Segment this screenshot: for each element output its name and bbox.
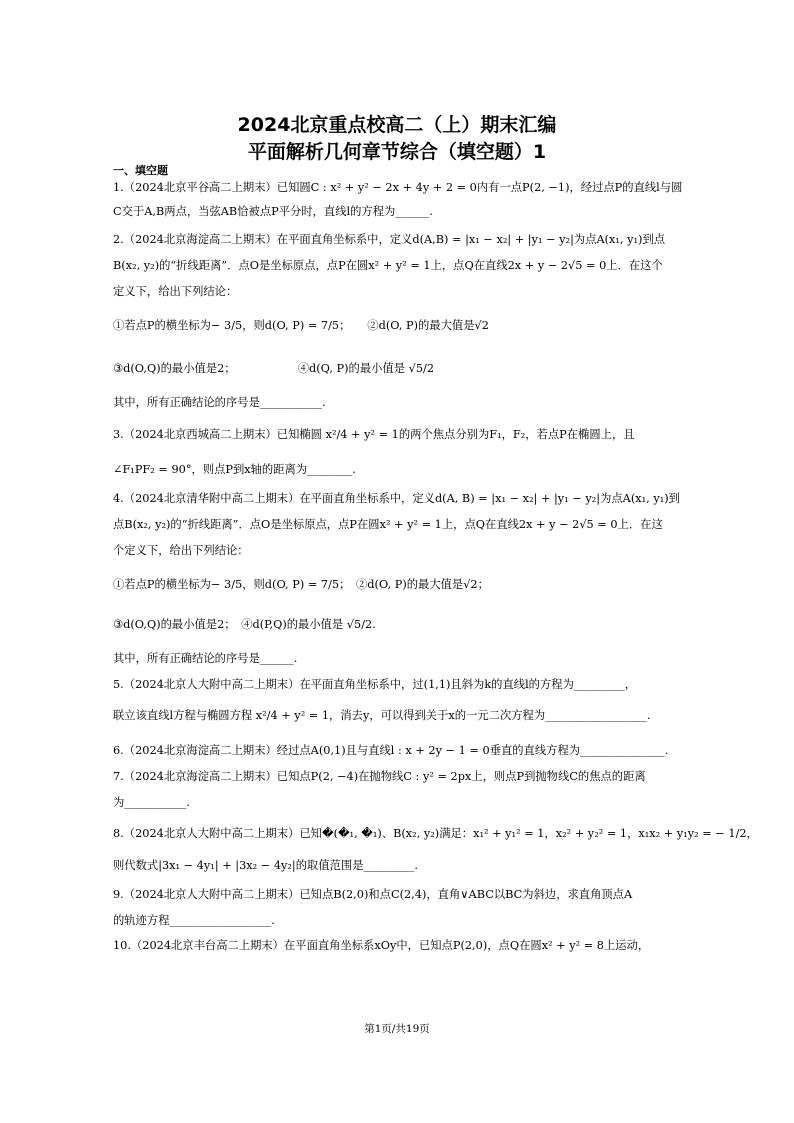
text-line: 其中，所有正确结论的序号是___________. [113, 396, 326, 409]
text-line: 7.（2024北京海淀高二上期末）已知点P(2, −4)在抛物线C : y² = 2px上，则点P到抛物线C的焦点的距离 [113, 770, 646, 783]
text-line: 2.（2024北京海淀高二上期末）在平面直角坐标系中，定义d(A,B) = |x₁ − x₂| + |y₁ − y₂|为点A(x₁, y₁)到点 [113, 233, 666, 246]
text-line: 9.（2024北京人大附中高二上期末）已知点B(2,0)和点C(2,4)，直角∨ABC以BC为斜边，求直角顶点A [113, 888, 633, 901]
text-line: 1.（2024北京平谷高二上期末）已知圆C : x² + y² − 2x + 4y + 2 = 0内有一点P(2, −1)，经过点P的直线l与圆 [113, 181, 683, 194]
section-heading: 一、填空题 [113, 164, 168, 177]
text-line: 其中，所有正确结论的序号是______. [113, 652, 298, 665]
text-line: ∠F₁PF₂ = 90°，则点P到x轴的距离为________. [113, 463, 356, 476]
text-line: 3.（2024北京西城高二上期末）已知椭圆 x²/4 + y² = 1的两个焦点分别为F₁，F₂，若点P在椭圆上，且 [113, 428, 635, 441]
text-line: ③d(O,Q)的最小值是2； ④d(P,Q)的最小值是 √5/2. [113, 618, 376, 631]
text-line: 联立该直线l方程与椭圆方程 x²/4 + y² = 1，消去y，可以得到关于x的一元二次方程为__________________. [113, 709, 651, 722]
text-line: 10.（2024北京丰台高二上期末）在平面直角坐标系xOy中，已知点P(2,0)，点Q在圆x² + y² = 8上运动， [113, 939, 650, 952]
doc-title: 2024北京重点校高二（上）期末汇编 [237, 114, 557, 136]
text-line: 则代数式|3x₁ − 4y₁| + |3x₂ − 4y₂|的取值范围是_________. [113, 859, 418, 872]
text-line: 个定义下，给出下列结论： [113, 544, 249, 557]
text-line: ③d(O,Q)的最小值是2； ④d(Q, P)的最小值是 √5/2 [113, 362, 435, 375]
text-line: 5.（2024北京人大附中高二上期末）在平面直角坐标系中，过(1,1)且斜为k的直线l的方程为_________， [113, 678, 636, 691]
page-footer: 第1页/共19页 [364, 1023, 430, 1035]
text-line: 定义下，给出下列结论： [113, 285, 238, 298]
text-line: C交于A,B两点，当弦AB恰被点P平分时，直线l的方程为______. [113, 205, 433, 218]
text-line: 4.（2024北京清华附中高二上期末）在平面直角坐标系中，定义d(A, B) = |x₁ − x₂| + |y₁ − y₂|为点A(x₁, y₁)到 [113, 492, 680, 505]
text-line: ①若点P的横坐标为− 3/5，则d(O, P) = 7/5； ②d(O, P)的最大值是√2； [113, 578, 489, 591]
text-line: 点B(x₂, y₂)的“折线距离”．点O是坐标原点，点P在圆x² + y² = 1上，点Q在直线2x + y − 2√5 = 0上．在这 [113, 518, 663, 531]
text-line: 的轨迹方程__________________. [113, 914, 275, 927]
text-line: B(x₂, y₂)的“折线距离”．点O是坐标原点，点P在圆x² + y² = 1上，点Q在直线2x + y − 2√5 = 0上．在这个 [113, 259, 663, 272]
text-line: 8.（2024北京人大附中高二上期末）已知�(�₁, �₁)、B(x₂, y₂)满足：x₁² + y₁² = 1，x₂² + y₂² = 1，x₁x₂ + y₁y₂ = − 1/2， [113, 827, 758, 840]
text-line: 6.（2024北京海淀高二上期末）经过点A(0,1)且与直线l : x + 2y − 1 = 0垂直的直线方程为_______________. [113, 744, 669, 757]
doc-subtitle: 平面解析几何章节综合（填空题）1 [247, 141, 547, 163]
text-line: ①若点P的横坐标为− 3/5，则d(O, P) = 7/5； ②d(O, P)的最大值是√2 [113, 319, 489, 332]
text-line: 为___________. [113, 796, 191, 809]
